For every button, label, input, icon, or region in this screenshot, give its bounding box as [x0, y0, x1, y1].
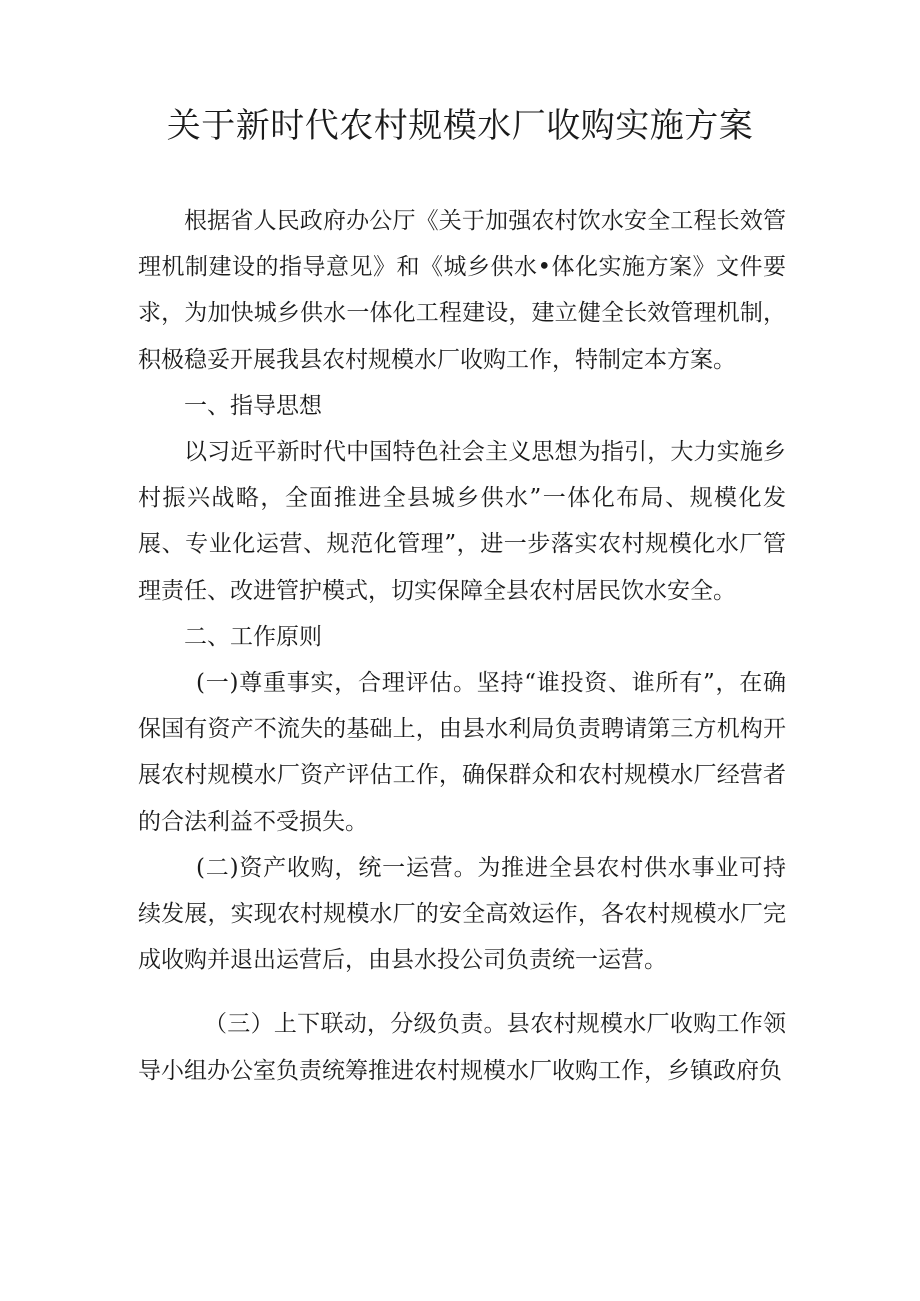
section-heading-guiding-ideology: 一、指导思想 — [184, 392, 322, 419]
document-title: 关于新时代农村规模水厂收购实施方案 — [166, 106, 754, 146]
guiding-ideology-paragraph: 以习近平新时代中国特色社会主义思想为指引，大力实施乡村振兴战略，全面推进全县城乡供水”一体化布局、规模化发展、专业化运营、规范化管理”，进一步落实农村规模化水厂管理责任、改进管护模式，切实保障全县农村居民饮水安全。 — [138, 439, 786, 604]
principle-3-paragraph: （三）上下联动，分级负责。县农村规模水厂收购工作领导小组办公室负责统筹推进农村规模水厂收购工作，乡镇政府负 — [138, 1011, 786, 1084]
intro-paragraph: 根据省人民政府办公厅《关于加强农村饮水安全工程长效管理机制建设的指导意见》和《城乡供水•体化实施方案》文件要求，为加快城乡供水一体化工程建设，建立健全长效管理机制，积极稳妥开展我县农村规模水厂收购工作，特制定本方案。 — [138, 208, 786, 373]
principle-2-paragraph: (二)资产收购，统一运营。为推进全县农村供水事业可持续发展，实现农村规模水厂的安全高效运作，各农村规模水厂完成收购并退出运营后，由县水投公司负责统一运营。 — [138, 854, 786, 974]
principle-1-paragraph: (一)尊重事实，合理评估。坚持“谁投资、谁所有”，在确保国有资产不流失的基础上，由县水利局负责聘请第三方机构开展农村规模水厂资产评估工作，确保群众和农村规模水厂经营者的合法利益不受损失。 — [138, 670, 786, 835]
document-body — [138, 198, 786, 1094]
section-heading-work-principles: 二、工作原则 — [184, 623, 322, 650]
